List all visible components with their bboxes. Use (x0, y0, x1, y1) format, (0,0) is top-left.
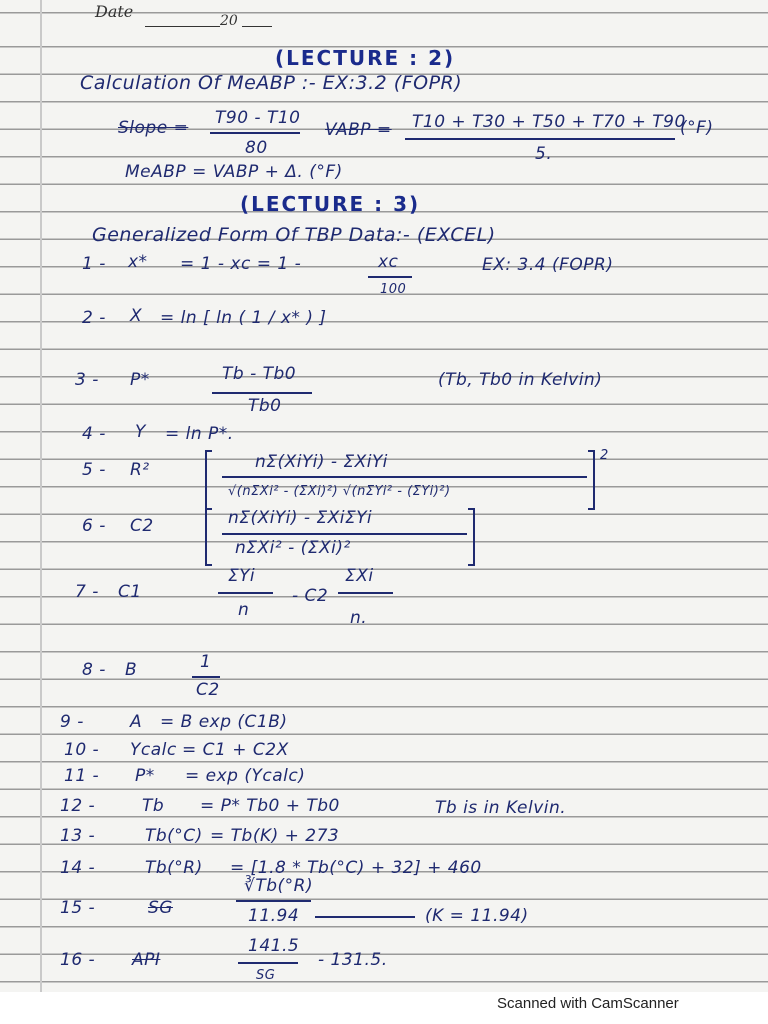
step-13-number: 13 - (60, 826, 96, 846)
step-5-fraction-bar (222, 476, 587, 478)
step-1-numerator: xc (378, 252, 399, 272)
date-blank (145, 26, 220, 27)
step-6-right-bracket (468, 508, 475, 566)
vabp-numerator: T10 + T30 + T50 + T70 + T90 (412, 112, 686, 132)
step-13-rhs: = Tb(K) + 273 (210, 826, 340, 846)
slope-denominator: 80 (245, 138, 268, 158)
vabp-unit: (°F) (680, 118, 714, 138)
step-12-rhs: = P* Tb0 + Tb0 (200, 796, 340, 816)
step-8-denominator: C2 (196, 680, 220, 700)
slope-numerator: T90 - T10 (215, 108, 301, 128)
step-9-lhs: A (130, 712, 143, 732)
step-7-denominator-2: n. (350, 608, 368, 628)
vabp-denominator: 5. (535, 144, 553, 164)
step-3-denominator: Tb0 (248, 396, 282, 416)
step-6-number: 6 - (82, 516, 106, 536)
step-10-lhs: Ycalc (130, 740, 177, 760)
step-5-number: 5 - (82, 460, 106, 480)
step-5-power: 2 (600, 448, 609, 463)
step-3-fraction-bar (212, 392, 312, 394)
step-7-fraction-bar-1 (218, 592, 273, 594)
step-8-number: 8 - (82, 660, 106, 680)
step-5-denominator: √(nΣXi² - (ΣXi)²) √(nΣYi² - (ΣYi)²) (228, 484, 451, 499)
step-11-rhs: = exp (Ycalc) (185, 766, 306, 786)
vabp-label: VABP = (325, 120, 392, 140)
step-15-denominator: 11.94 (248, 906, 300, 926)
step-12-number: 12 - (60, 796, 96, 816)
step-7-lhs: C1 (118, 582, 142, 602)
step-2-rhs: = ln [ ln ( 1 / x* ) ] (160, 308, 327, 328)
step-3-lhs: P* (130, 370, 150, 390)
step-6-fraction-bar (222, 533, 467, 535)
step-7-numerator-1: ΣYi (228, 566, 256, 586)
step-14-rhs: = [1.8 * Tb(°C) + 32] + 460 (230, 858, 482, 878)
step-3-numerator: Tb - Tb0 (222, 364, 297, 384)
step-1-rhs: = 1 - xc = 1 - (180, 254, 302, 274)
step-9-rhs: = B exp (C1B) (160, 712, 288, 732)
step-13-lhs: Tb(°C) (145, 826, 203, 846)
step-5-left-bracket (205, 450, 212, 510)
step-15-numerator: ∛Tb(°R) (244, 876, 314, 896)
camscanner-watermark: Scanned with CamScanner (497, 995, 679, 1012)
step-5-lhs: R² (130, 460, 150, 480)
margin-line (40, 0, 42, 1000)
lecture-3-heading: (LECTURE : 3) (240, 192, 421, 216)
step-4-lhs: Y (135, 422, 146, 442)
date-label: Date (95, 2, 134, 21)
step-6-denominator: nΣXi² - (ΣXi)² (235, 538, 351, 558)
step-12-note: Tb is in Kelvin. (435, 798, 567, 818)
step-10-number: 10 - (64, 740, 100, 760)
step-8-lhs: B (125, 660, 138, 680)
date-blank-year (242, 26, 272, 27)
step-11-number: 11 - (64, 766, 100, 786)
step-2-lhs: X (130, 306, 143, 326)
step-15-lhs: SG (148, 898, 173, 918)
step-1-lhs: x* (128, 252, 148, 272)
step-7-middle: - C2 (292, 586, 329, 606)
step-16-fraction-bar (238, 962, 298, 964)
step-15-note: (K = 11.94) (425, 906, 529, 926)
lecture-2-title: Calculation Of MeABP :- EX:3.2 (FOPR) (80, 72, 463, 94)
step-3-number: 3 - (75, 370, 99, 390)
step-3-note: (Tb, Tb0 in Kelvin) (438, 370, 603, 390)
step-16-numerator: 141.5 (248, 936, 300, 956)
slope-fraction-bar (210, 132, 300, 134)
step-6-left-bracket (205, 508, 212, 566)
step-1-denominator: 100 (380, 282, 407, 297)
step-6-numerator: nΣ(XiYi) - ΣXiΣYi (228, 508, 373, 528)
step-8-fraction-bar (192, 676, 220, 678)
vabp-fraction-bar (405, 138, 675, 140)
step-14-lhs: Tb(°R) (145, 858, 203, 878)
date-year: 20 (220, 13, 238, 29)
step-16-denominator: SG (256, 968, 276, 983)
step-7-denominator-1: n (238, 600, 250, 620)
slope-label: Slope = (118, 118, 189, 138)
step-15-arrow-line (315, 916, 415, 918)
step-11-lhs: P* (135, 766, 155, 786)
lecture-3-exercise: EX: 3.4 (FOPR) (482, 255, 614, 275)
step-7-numerator-2: ΣXi (345, 566, 374, 586)
step-16-tail: - 131.5. (318, 950, 388, 970)
step-12-lhs: Tb (142, 796, 165, 816)
step-4-rhs: = ln P*. (165, 424, 234, 444)
step-14-number: 14 - (60, 858, 96, 878)
step-10-rhs: = C1 + C2X (182, 740, 289, 760)
step-15-fraction-bar (236, 900, 311, 902)
step-1-number: 1 - (82, 254, 106, 274)
step-1-fraction-bar (368, 276, 412, 278)
step-4-number: 4 - (82, 424, 106, 444)
step-9-number: 9 - (60, 712, 84, 732)
step-15-number: 15 - (60, 898, 96, 918)
lecture-2-heading: (LECTURE : 2) (275, 46, 456, 70)
step-7-number: 7 - (75, 582, 99, 602)
step-5-right-bracket (588, 450, 595, 510)
step-5-numerator: nΣ(XiYi) - ΣXiYi (255, 452, 388, 472)
step-6-lhs: C2 (130, 516, 154, 536)
step-2-number: 2 - (82, 308, 106, 328)
step-7-fraction-bar-2 (338, 592, 393, 594)
step-16-number: 16 - (60, 950, 96, 970)
lecture-3-title: Generalized Form Of TBP Data:- (EXCEL) (92, 224, 496, 246)
step-8-numerator: 1 (200, 652, 212, 672)
meabp-formula: MeABP = VABP + Δ. (°F) (125, 162, 343, 182)
step-16-lhs: API (132, 950, 161, 970)
